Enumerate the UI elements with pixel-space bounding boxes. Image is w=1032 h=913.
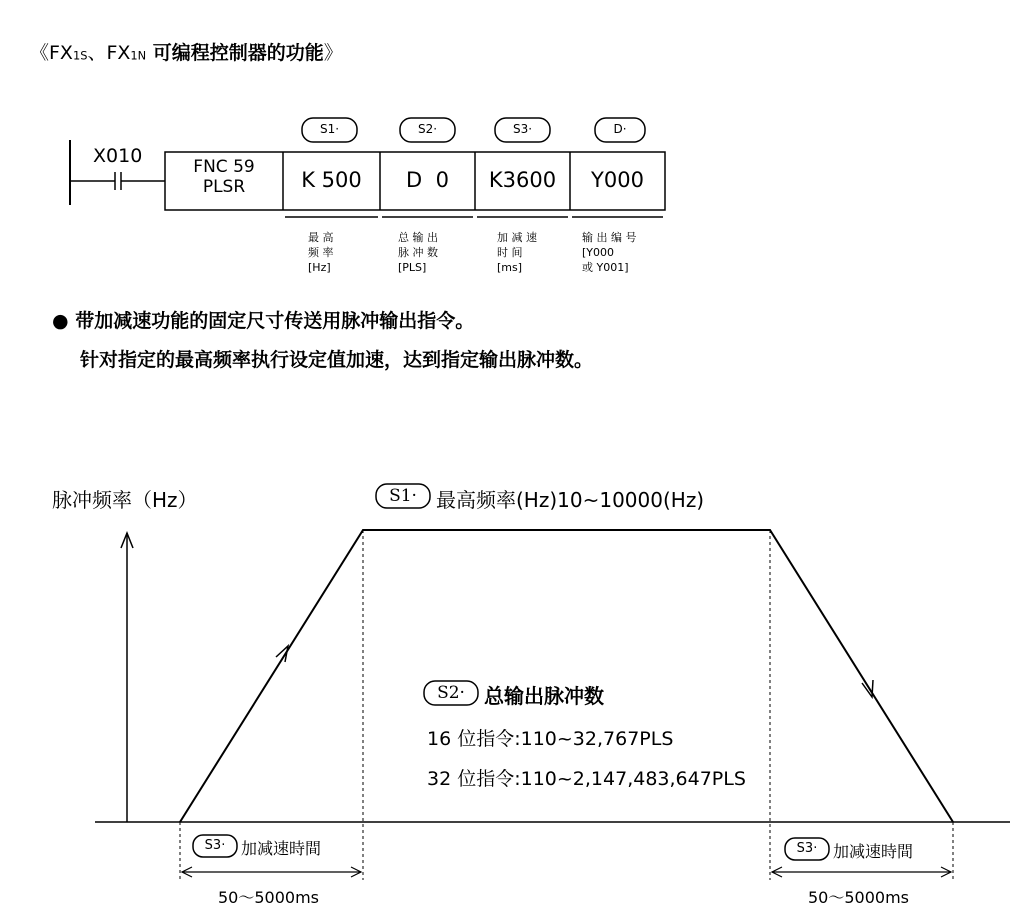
- description-line-1: ● 带加减速功能的固定尺寸传送用脉冲输出指令。: [52, 310, 475, 332]
- operand-label-s2: S2·: [417, 122, 438, 136]
- bullet-icon: ●: [52, 310, 69, 332]
- operand-s1-description: 最 高 频 率 [Hz]: [308, 231, 334, 274]
- description-line-2: 针对指定的最高频率执行设定值加速，达到指定输出脉冲数。: [80, 349, 594, 371]
- operand-s2-description: 总 输 出 脉 冲 数 [PLS]: [398, 231, 438, 274]
- operand-d-description: 输 出 编 号 [Y000 或 Y001]: [582, 231, 637, 274]
- instruction-name: FNC 59 PLSR: [193, 157, 255, 197]
- s1-max-frequency-label: 最高频率(Hz)10~10000(Hz): [436, 488, 705, 512]
- operand-label-d: D·: [613, 122, 627, 136]
- s2-16bit-range: 16 位指令:110~32,767PLS: [427, 728, 674, 750]
- contact-label: X010: [93, 145, 143, 167]
- operand-s3-description: 加 减 速 时 间 [ms]: [497, 231, 537, 274]
- decel-range-right: 50～5000ms: [808, 888, 910, 907]
- decel-time-label-right: 加减速時間: [833, 842, 914, 861]
- operand-label-s1: S1·: [319, 122, 340, 136]
- s2-tag: S2·: [437, 683, 465, 703]
- accel-range-left: 50～5000ms: [218, 888, 320, 907]
- operand-d-value: Y000: [591, 168, 644, 192]
- page-title: 《FX1S、FX1N 可编程控制器的功能》: [30, 42, 343, 64]
- operand-s1-value: K 500: [301, 168, 362, 192]
- operand-s2-value: D 0: [406, 168, 449, 192]
- s2-total-pulses-label: 总输出脉冲数: [484, 684, 604, 708]
- s3-tag-right: S3·: [796, 841, 818, 856]
- s2-32bit-range: 32 位指令:110~2,147,483,647PLS: [427, 768, 746, 790]
- accel-time-label-left: 加减速時間: [241, 839, 322, 858]
- operand-label-s3: S3·: [512, 122, 533, 136]
- operand-s3-value: K3600: [488, 168, 557, 192]
- s1-tag: S1·: [389, 486, 417, 506]
- y-axis-label: 脉冲频率（Hz）: [52, 488, 198, 512]
- s3-tag-left: S3·: [204, 838, 226, 853]
